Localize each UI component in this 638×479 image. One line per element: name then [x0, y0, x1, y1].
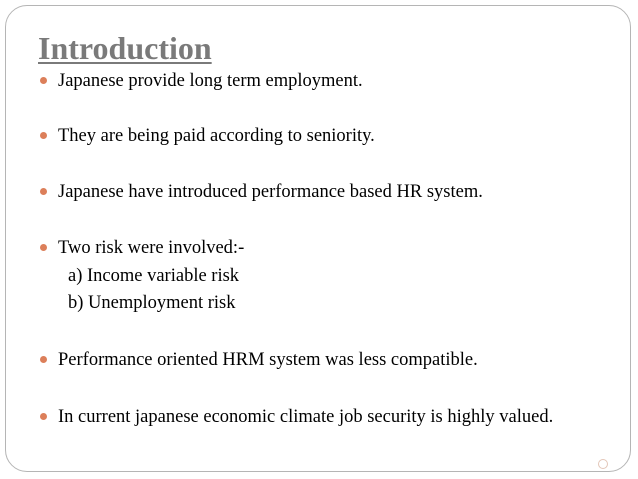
bullet-marker: [40, 356, 47, 363]
page-corner-mark: [598, 459, 608, 469]
bullet-marker: [40, 132, 47, 139]
bullet-marker: [40, 77, 47, 84]
slide-title: Introduction: [38, 30, 212, 66]
bullet-marker: [40, 244, 47, 251]
bullet-text: Two risk were involved:-: [58, 238, 245, 258]
bullet-text: Japanese have introduced performance based HR system.: [58, 182, 483, 202]
bullet-text: They are being paid according to seniority.: [58, 126, 375, 146]
sub-item: b) Unemployment risk: [68, 293, 236, 313]
bullet-text: Performance oriented HRM system was less compatible.: [58, 350, 478, 370]
sub-item: a) Income variable risk: [68, 266, 240, 286]
bullet-marker: [40, 413, 47, 420]
bullet-marker: [40, 188, 47, 195]
bullet-text: Japanese provide long term employment.: [58, 71, 363, 91]
bullet-text: In current japanese economic climate job security is highly valued.: [58, 407, 554, 427]
